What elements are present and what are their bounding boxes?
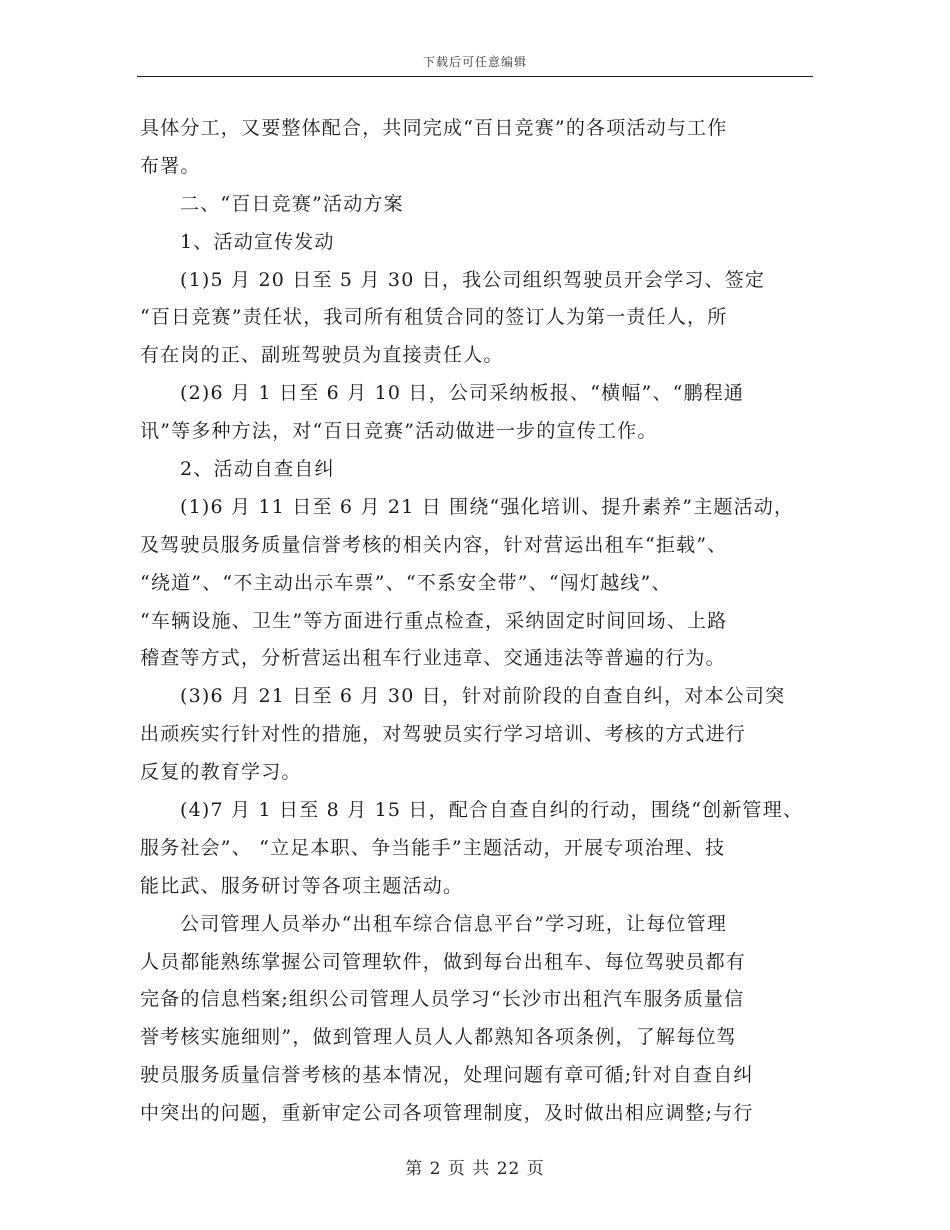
text-line: 服务社会”、 “立足本职、争当能手”主题活动，开展专项治理、技 <box>140 836 726 859</box>
text-line: 反复的教育学习。 <box>140 761 302 784</box>
text-line: “车辆设施、卫生”等方面进行重点检查，采纳固定时间回场、上路 <box>140 609 728 632</box>
text-line: 稽查等方式，分析营运出租车行业违章、交通违法等普遍的行为。 <box>140 647 726 670</box>
text-line: “绕道”、“不主动出示车票”、“不系安全带”、“闯灯越线”、 <box>140 571 672 594</box>
text-line: 驶员服务质量信誉考核的基本情况，处理问题有章可循;针对自查自纠 <box>140 1064 754 1087</box>
text-line: 能比武、服务研讨等各项主题活动。 <box>140 874 464 897</box>
text-line: 及驾驶员服务质量信誉考核的相关内容，针对营运出租车“拒载”、 <box>140 533 728 556</box>
text-line: (1)6 月 11 日至 6 月 21 日 围绕“强化培训、提升素养”主题活动， <box>180 495 795 518</box>
text-line: 讯”等多种方法，对“百日竞赛”活动做进一步的宣传工作。 <box>140 420 658 443</box>
text-line: 誉考核实施细则”，做到管理人员人人都熟知各项条例，了解每位驾 <box>140 1026 737 1049</box>
text-line: (4)7 月 1 日至 8 月 15 日，配合自查自纠的行动，围绕“创新管理、 <box>180 799 804 822</box>
text-line: “百日竞赛”责任状，我司所有租赁合同的签订人为第一责任人，所 <box>140 306 728 329</box>
text-line: 出顽疾实行针对性的措施，对驾驶员实行学习培训、考核的方式进行 <box>140 723 747 746</box>
text-line: 具体分工，又要整体配合，共同完成“百日竞赛”的各项活动与工作 <box>140 117 728 139</box>
text-line: 公司管理人员举办“出租车综合信息平台”学习班，让每位管理 <box>180 912 728 935</box>
text-line: 二、“百日竞赛”活动方案 <box>180 192 404 215</box>
text-line: 有在岗的正、副班驾驶员为直接责任人。 <box>140 344 504 367</box>
text-line: 中突出的问题，重新审定公司各项管理制度，及时做出相应调整;与行 <box>140 1102 754 1125</box>
header-divider <box>137 76 813 77</box>
page-header: 下载后可任意编辑 <box>422 55 527 69</box>
document-body <box>140 110 810 1133</box>
text-line: (3)6 月 21 日至 6 月 30 日，针对前阶段的自查自纠，对本公司突 <box>180 685 786 708</box>
text-line: (2)6 月 1 日至 6 月 10 日，公司采纳板报、“横幅”、“鹏程通 <box>180 382 745 405</box>
text-line: (1)5 月 20 日至 5 月 30 日，我公司组织驾驶员开会学习、签定 <box>180 268 766 291</box>
text-line: 1、活动宣传发动 <box>180 230 335 253</box>
text-line: 2、活动自查自纠 <box>180 458 335 481</box>
text-line: 完备的信息档案;组织公司管理人员学习“长沙市出租汽车服务质量信 <box>140 988 745 1011</box>
text-line: 人员都能熟练掌握公司管理软件，做到每台出租车、每位驾驶员都有 <box>140 950 747 973</box>
page-footer: 第 2 页 共 22 页 <box>405 1159 545 1179</box>
text-line: 布署。 <box>140 154 201 177</box>
